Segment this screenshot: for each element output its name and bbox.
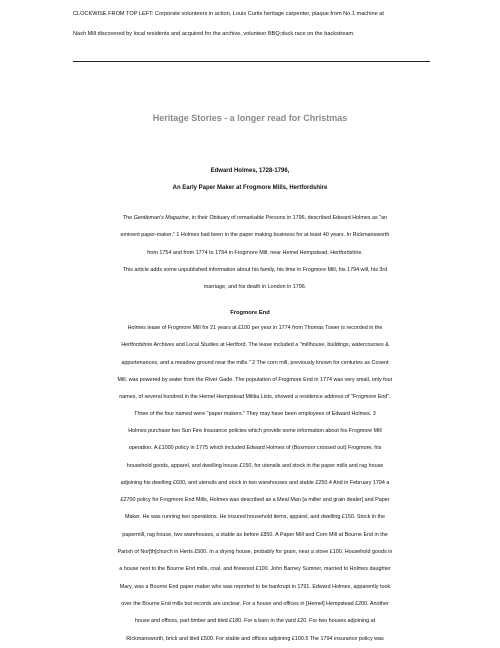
paragraph-line: operation. A £1000 policy in 1775 which included Edward Holmes of (Boxmoor crossed out) Frogmore, his: [128, 445, 382, 452]
caption-line: Nash Mill discovered by local residents and acquired for the archive, volunteer BBQ;duck race on the backstream.: [73, 31, 355, 37]
horizontal-divider: [73, 61, 430, 62]
paragraph-line: £2700 policy for Frogmore End Mills, Holmes was described as a Meal Man [a miller and grain dealer] and Paper: [120, 497, 390, 504]
photo-caption: [73, 4, 443, 44]
paragraph-line: Mill, was powered by water from the River Gade. The population of Frogmore End in 1774 was very small, only four: [117, 376, 393, 383]
intro-line: marriage, and his death in London in 1796.: [203, 284, 307, 291]
paragraph-line: appurtenances, and a meadow ground near the mills." 2 The corn mill, previously known for centuries as Covent: [121, 359, 389, 366]
paragraph-line: adjoining his dwelling £600, and utensils and stock in two warehouses and stable £250.4 And in February 1794 a: [120, 479, 390, 486]
paragraph-line: papermill, rag house, two warehouses, a stable as before £850. A Paper Mill and Corn Mill at Bourne End in the: [122, 531, 388, 538]
paragraph-line: house and offices, part timber and tiled £180. For a barn in the yard £20. For two houses adjoining at: [134, 618, 376, 625]
intro-line: from 1754 and from 1774 to 1794 in Frogmore Mill, near Hemel Hempstead, Hertfordshire.: [147, 249, 363, 256]
paragraph-line: Parish of Nor[th]church in Herts £500. In a drying house, probably for grain, near a stove £100. Household goods in: [117, 549, 393, 556]
intro-text: The: [122, 215, 134, 221]
insurance-paragraph: [78, 423, 432, 648]
frogmore-heading: Frogmore End: [230, 310, 270, 316]
caption-line: CLOCKWISE FROM TOP LEFT: Corporate volunteers in action, Louis Curtis heritage carpenter, plaque from No.1 machine at: [73, 11, 384, 17]
paragraph-line: Three of the four named were "paper makers." They may have been employees of Edward Holmes. 3: [134, 411, 376, 418]
paragraph-line: over the Bourne End mills but records are unclear. For a house and offices in [Hemel] Hempstead £200. Another: [121, 600, 389, 607]
intro-text: , in their Obituary of remarkable Persons in 1796, described Edward Holmes as "an: [188, 215, 388, 221]
paragraph-line: Maker. He was running two operations. He insured household items, apparel, and dwelling £150. Stock in the: [124, 514, 386, 521]
paragraph-line: a house next to the Bourne End mills, coal, and firewood £100. John Barney Sumner, married to Holmes daughter: [119, 566, 391, 573]
intro-paragraph: [78, 210, 432, 296]
paragraph-line: Holmes lease of Frogmore Mill for 21 years at £100 per year in 1774 from Thomas Tower is recorded in the: [127, 325, 383, 331]
article-subtitle: An Early Paper Maker at Frogmore Mills, Hertfordshire: [172, 185, 328, 191]
paragraph-line: Mary, was a Bourne End paper maker who was reported to be bankrupt in 1791. Edward Holmes, apparently took: [119, 583, 391, 590]
magazine-title: Gentleman's Magazine: [133, 215, 189, 221]
article-title: Edward Holmes, 1728-1796,: [210, 168, 290, 174]
paragraph-line: Holmes purchase two Sun Fire Insurance policies which provide some information about his Frogmore Mill: [128, 428, 382, 434]
frogmore-paragraph: [78, 320, 432, 424]
intro-line: This article adds some unpublished information about his family, his time in Frogmore Mill, his 1794 will, his 3rd: [122, 266, 388, 273]
paragraph-line: household goods, apparel, and dwelling house £150, for utensils and stock in the paper mills and rag house: [126, 462, 384, 469]
paragraph-line: Hertfordshire Archives and Local Studies at Hertford. The lease included a "millhouse, buildings, watercourses &: [121, 342, 389, 349]
section-title: Heritage Stories - a longer read for Christmas: [152, 113, 348, 123]
intro-line: [78, 210, 432, 227]
intro-line: eminent paper-maker." 1 Holmes had been in the paper making business for at least 40 years. In Rickmansworth: [120, 232, 390, 239]
paragraph-line: names, of several hundred in the Hemel Hempstead Militia Lists, showed a residence address of "Frogmore End".: [119, 394, 391, 401]
paragraph-line: Rickmansworth, brick and tiled £500. For stable and offices adjoining £100.5 The 1794 insurance policy was: [126, 635, 384, 642]
